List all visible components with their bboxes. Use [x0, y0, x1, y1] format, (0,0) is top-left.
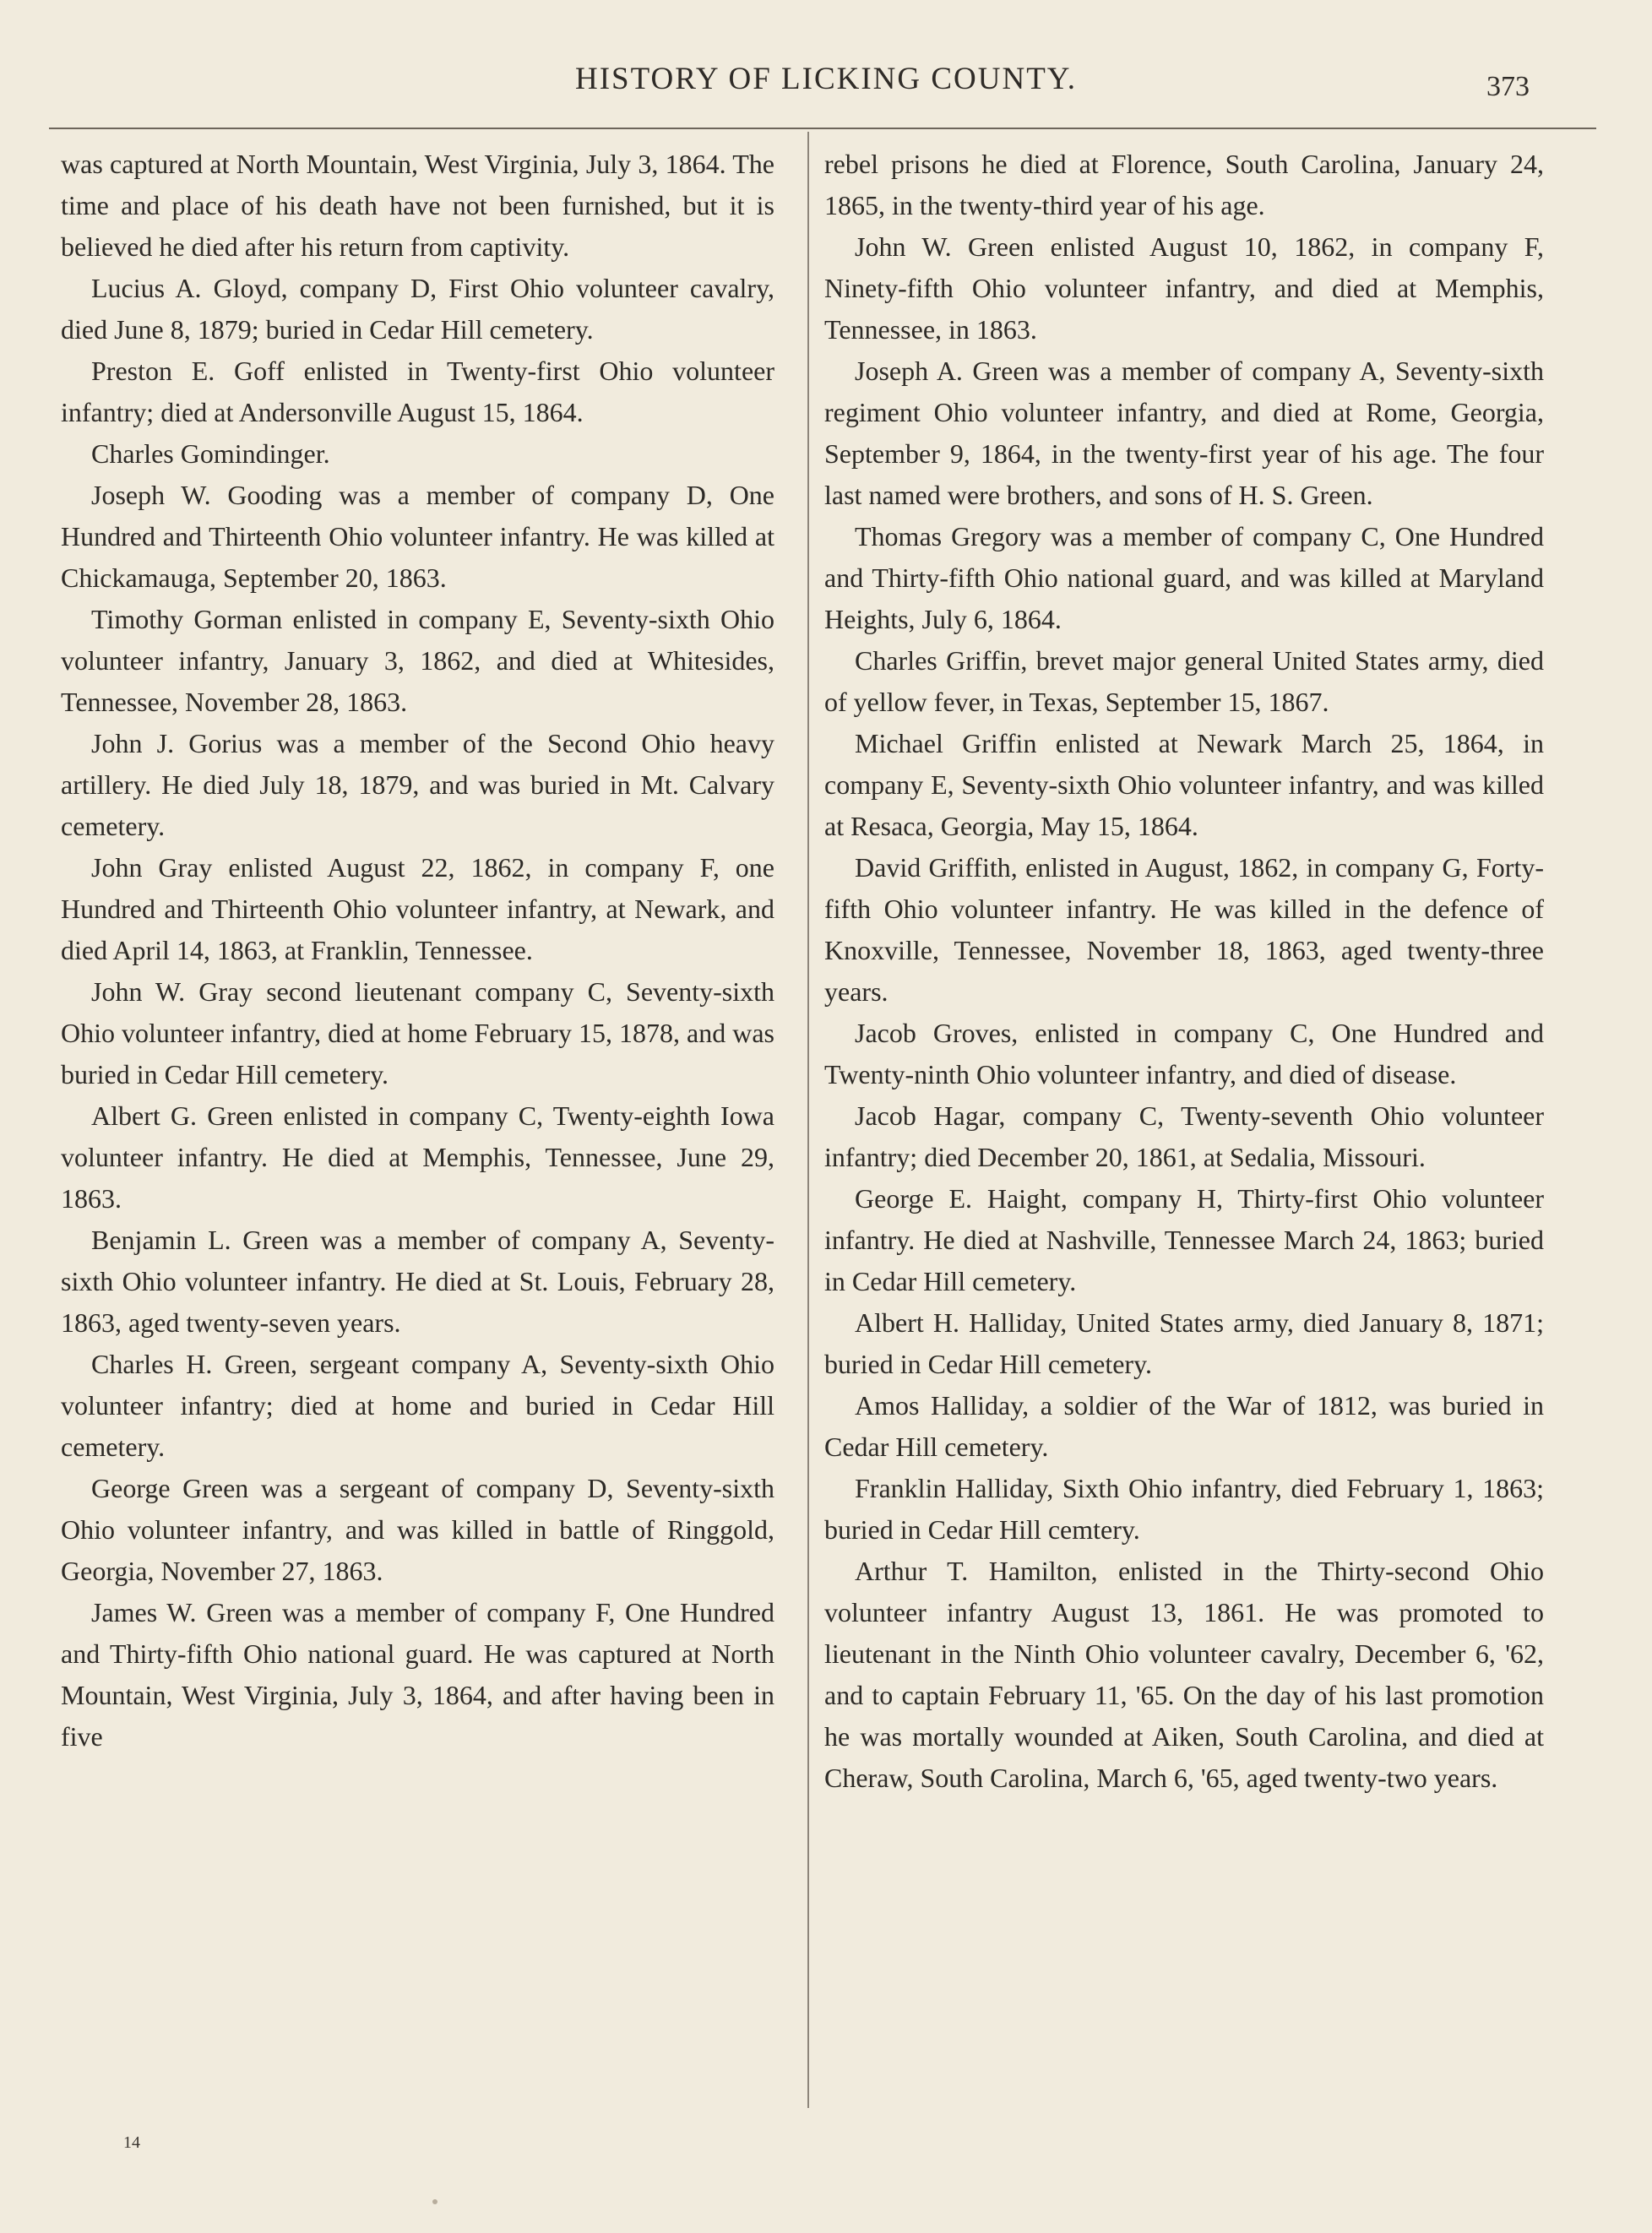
entry-continuation: was captured at North Mountain, West Virginia, July 3, 1864. The time and place of his death have not been furnished, but it is believed he died after his return from captivity.	[61, 149, 774, 262]
entry-john-w-green: John W. Green enlisted August 10, 1862, in company F, Ninety-fifth Ohio volunteer infantry, and died at Memphis, Tennessee, in 1863.	[824, 231, 1544, 345]
entry-joseph-gooding: Joseph W. Gooding was a member of company D, One Hundred and Thirteenth Ohio volunteer infantry. He was killed at Chickamauga, September 20, 1863.	[61, 480, 774, 593]
left-column	[61, 144, 774, 1758]
entry-albert-green: Albert G. Green enlisted in company C, Twenty-eighth Iowa volunteer infantry. He died at Memphis, Tennessee, June 29, 1863.	[61, 1100, 774, 1214]
entry-timothy-gorman: Timothy Gorman enlisted in company E, Seventy-sixth Ohio volunteer infantry, January 3, 1862, and died at Whitesides, Tennessee, November 28, 1863.	[61, 604, 774, 717]
running-title: HISTORY OF LICKING COUNTY.	[574, 62, 1078, 96]
entry-charles-griffin: Charles Griffin, brevet major general United States army, died of yellow fever, in Texas, September 15, 1867.	[824, 645, 1544, 717]
entry-james-green: James W. Green was a member of company F, One Hundred and Thirty-fifth Ohio national guard. He was captured at North Mountain, West Virginia, July 3, 1864, and after having been in five	[61, 1597, 774, 1752]
entry-continuation: rebel prisons he died at Florence, South Carolina, January 24, 1865, in the twenty-third year of his age.	[824, 149, 1544, 220]
entry-george-haight: George E. Haight, company H, Thirty-first Ohio volunteer infantry. He died at Nashville, Tennessee March 24, 1863; buried in Cedar Hill cemetery.	[824, 1183, 1544, 1296]
right-column	[824, 144, 1544, 1799]
entry-jacob-hagar: Jacob Hagar, company C, Twenty-seventh Ohio volunteer infantry; died December 20, 1861, at Sedalia, Missouri.	[824, 1100, 1544, 1172]
entry-amos-halliday: Amos Halliday, a soldier of the War of 1812, was buried in Cedar Hill cemetery.	[824, 1390, 1544, 1462]
entry-john-gorius: John J. Gorius was a member of the Second Ohio heavy artillery. He died July 18, 1879, and was buried in Mt. Calvary cemetery.	[61, 728, 774, 841]
entry-benjamin-green: Benjamin L. Green was a member of company A, Seventy-sixth Ohio volunteer infantry. He died at St. Louis, February 28, 1863, aged twenty-seven years.	[61, 1225, 774, 1338]
entry-david-griffith: David Griffith, enlisted in August, 1862, in company G, Forty-fifth Ohio volunteer infantry. He was killed in the defence of Knoxville, Tennessee, November 18, 1863, aged twenty-three years.	[824, 852, 1544, 1007]
entry-charles-green: Charles H. Green, sergeant company A, Seventy-sixth Ohio volunteer infantry; died at home and buried in Cedar Hill cemetery.	[61, 1349, 774, 1462]
page-number: 373	[1486, 71, 1530, 102]
entry-michael-griffin: Michael Griffin enlisted at Newark March 25, 1864, in company E, Seventy-sixth Ohio volunteer infantry, and was killed at Resaca, Georgia, May 15, 1864.	[824, 728, 1544, 841]
entry-franklin-halliday: Franklin Halliday, Sixth Ohio infantry, died February 1, 1863; buried in Cedar Hill cemtery.	[824, 1473, 1544, 1545]
entry-john-w-gray: John W. Gray second lieutenant company C, Seventy-sixth Ohio volunteer infantry, died at home February 15, 1878, and was buried in Cedar Hill cemetery.	[61, 976, 774, 1089]
entry-albert-halliday: Albert H. Halliday, United States army, died January 8, 1871; buried in Cedar Hill cemetery.	[824, 1307, 1544, 1379]
entry-lucius-gloyd: Lucius A. Gloyd, company D, First Ohio volunteer cavalry, died June 8, 1879; buried in Cedar Hill cemetery.	[61, 273, 774, 345]
entry-john-gray: John Gray enlisted August 22, 1862, in company F, one Hundred and Thirteenth Ohio volunteer infantry, at Newark, and died April 14, 1863, at Franklin, Tennessee.	[61, 852, 774, 965]
paper-speck	[432, 2199, 437, 2204]
signature-mark: 14	[123, 2133, 140, 2152]
column-divider	[807, 132, 809, 2108]
entry-thomas-gregory: Thomas Gregory was a member of company C, One Hundred and Thirty-fifth Ohio national guard, and was killed at Maryland Heights, July 6, 1864.	[824, 521, 1544, 634]
entry-arthur-hamilton: Arthur T. Hamilton, enlisted in the Thirty-second Ohio volunteer infantry August 13, 1861. He was promoted to lieutenant in the Ninth Ohio volunteer cavalry, December 6, '62, and to captain February 11, '65. On the day of his last promotion he was mortally wounded at Aiken, South Carolina, and died at Cheraw, South Carolina, March 6, '65, aged twenty-two years.	[824, 1556, 1544, 1793]
page-header	[0, 56, 1652, 115]
header-rule	[49, 128, 1596, 129]
entry-george-green: George Green was a sergeant of company D, Seventy-sixth Ohio volunteer infantry, and was killed in battle of Ringgold, Georgia, November 27, 1863.	[61, 1473, 774, 1586]
entry-jacob-groves: Jacob Groves, enlisted in company C, One Hundred and Twenty-ninth Ohio volunteer infantry, and died of disease.	[824, 1018, 1544, 1089]
entry-preston-goff: Preston E. Goff enlisted in Twenty-first Ohio volunteer infantry; died at Andersonville August 15, 1864.	[61, 356, 774, 427]
entry-charles-gomindinger: Charles Gomindinger.	[91, 438, 330, 469]
entry-joseph-green: Joseph A. Green was a member of company A, Seventy-sixth regiment Ohio volunteer infantry, and died at Rome, Georgia, September 9, 1864, in the twenty-first year of his age. The four last named were brothers, and sons of H. S. Green.	[824, 356, 1544, 510]
